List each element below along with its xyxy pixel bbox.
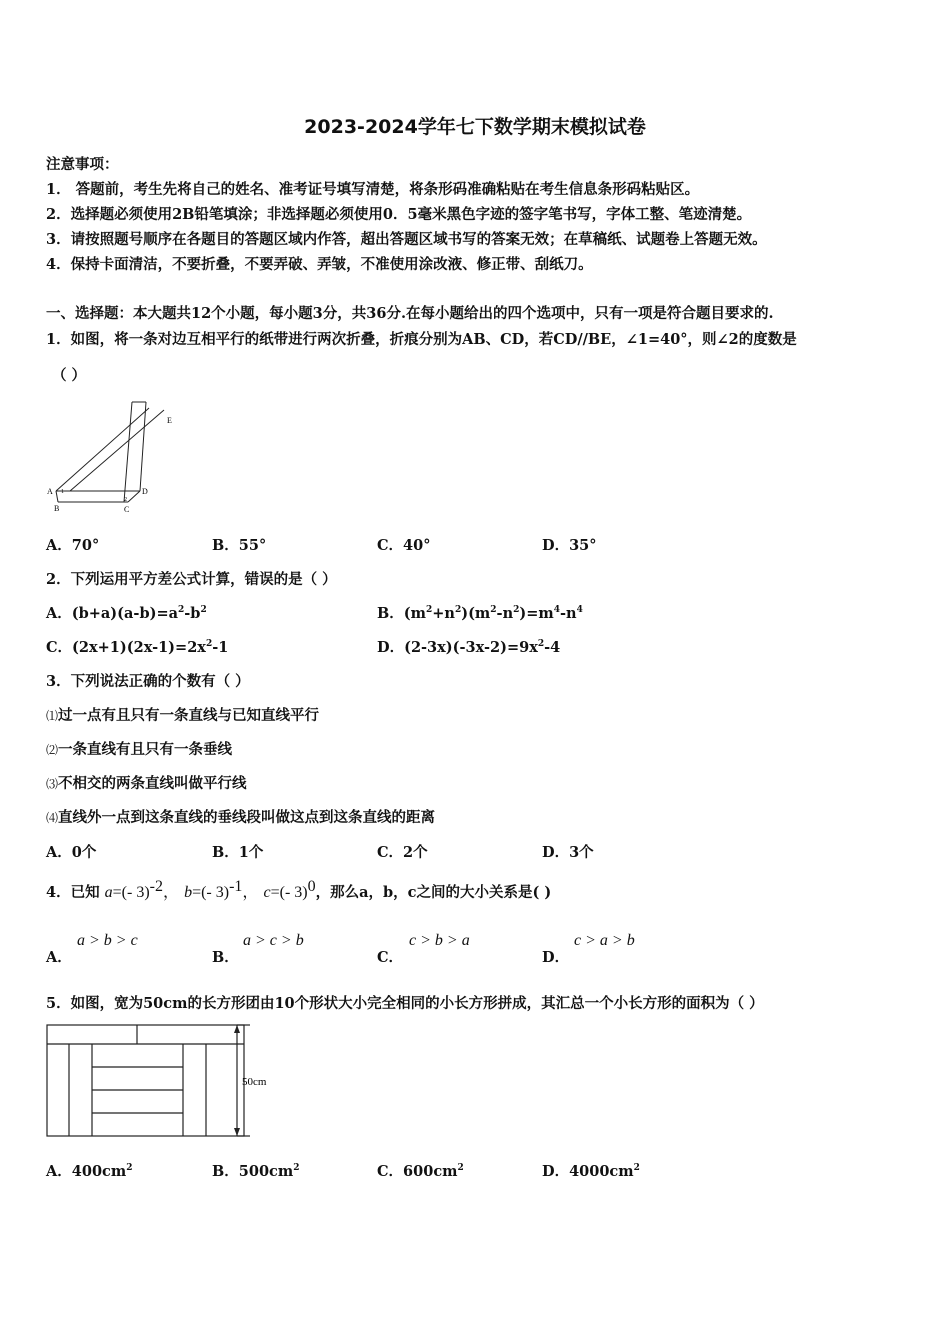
fold-cd <box>128 491 140 502</box>
q4-option-c-expr: c > b > a <box>409 932 470 949</box>
q1-option-c[interactable]: C．40° <box>377 537 431 554</box>
question-2-stem: 2．下列运用平方差公式计算，错误的是（ ） <box>46 571 337 588</box>
label-a: A <box>47 487 53 496</box>
question-5-stem: 5．如图，宽为50cm的长方形团由10个形状大小完全相同的小长方形拼成，其汇总一个小长方形的面积为（ ） <box>46 995 764 1012</box>
q3-option-b[interactable]: B．1个 <box>212 844 264 861</box>
q2-option-a[interactable]: A．$(b+a)(a-b)=a^2-b^2$ <box>46 605 207 622</box>
q4-option-a-expr: a > b > c <box>77 932 138 949</box>
label-d: D <box>142 487 148 496</box>
section-heading: 一、选择题：本大题共12个小题，每小题3分，共36分.在每小题给出的四个选项中，只有一项是符合题目要求的. <box>46 305 774 322</box>
q4-option-c[interactable]: C． <box>377 949 404 966</box>
dimension-arrow-down <box>234 1128 240 1136</box>
q3-statement: ⑴过一点有且只有一条直线与已知直线平行 <box>46 707 320 724</box>
q4-option-b[interactable]: B． <box>212 949 239 966</box>
page-title: 2023-2024学年七下数学期末模拟试卷 <box>304 116 646 138</box>
q4-option-a[interactable]: A． <box>46 949 72 966</box>
q5-option-d[interactable]: D．$4000cm^2$ <box>542 1163 640 1180</box>
q5-option-b[interactable]: B．$500cm^2$ <box>212 1163 300 1180</box>
q2-option-b[interactable]: B．$(m^2+n^2)(m^2-n^2)=m^4-n^4$ <box>377 605 583 622</box>
q3-statement: ⑶不相交的两条直线叫做平行线 <box>46 775 247 792</box>
fold-ab <box>56 491 58 502</box>
q2-option-c[interactable]: C．$(2x+1)(2x-1)=2x^2-1$ <box>46 639 229 656</box>
label-angle-1: 1 <box>61 489 64 495</box>
label-angle-2: 2 <box>124 497 127 503</box>
dimension-arrow-up <box>234 1025 240 1033</box>
question-5-figure <box>44 1022 284 1142</box>
dimension-label: 50cm <box>242 1076 267 1088</box>
q1-option-a[interactable]: A．70° <box>46 537 100 554</box>
label-b: B <box>54 504 60 513</box>
diagonal-strip-edge <box>70 410 164 491</box>
outer-rectangle <box>47 1025 244 1136</box>
q3-option-d[interactable]: D．3个 <box>542 844 594 861</box>
q4-option-d[interactable]: D． <box>542 949 570 966</box>
notice-item: 2．选择题必须使用2B铅笔填涂；非选择题必须使用0．5毫米黑色字迹的签字笔书写，字体工整、笔迹清楚。 <box>46 206 752 223</box>
notice-item: 3．请按照题号顺序在各题目的答题区域内作答，超出答题区域书写的答案无效；在草稿纸、试题卷上答题无效。 <box>46 231 767 248</box>
vertical-strip-edge <box>124 402 132 502</box>
question-1-paren: （ ） <box>52 367 87 384</box>
q1-option-d[interactable]: D．35° <box>542 537 597 554</box>
q2-option-d[interactable]: D．$(2-3x)(-3x-2)=9x^2-4$ <box>377 639 561 656</box>
diagonal-strip-edge <box>56 408 149 491</box>
q3-statement: ⑷直线外一点到这条直线的垂线段叫做这点到这条直线的距离 <box>46 809 436 826</box>
label-e: E <box>167 416 172 425</box>
notice-item: 4．保持卡面清洁，不要折叠，不要弄破、弄皱，不准使用涂改液、修正带、刮纸刀。 <box>46 256 593 273</box>
question-1-figure <box>44 398 184 518</box>
notice-item: 1． 答题前，考生先将自己的姓名、准考证号填写清楚，将条形码准确粘贴在考生信息条形码粘贴区。 <box>46 181 700 198</box>
q3-option-a[interactable]: A．0个 <box>46 844 97 861</box>
notice-heading: 注意事项： <box>46 156 119 173</box>
question-1-stem: 1．如图，将一条对边互相平行的纸带进行两次折叠，折痕分别为AB、CD，若CD//BE，∠1=40°，则∠2的度数是 <box>46 331 797 348</box>
q1-option-b[interactable]: B．55° <box>212 537 267 554</box>
q5-option-a[interactable]: A．$400cm^2$ <box>46 1163 133 1180</box>
question-3-stem: 3．下列说法正确的个数有（ ） <box>46 673 250 690</box>
q3-option-c[interactable]: C．2个 <box>377 844 428 861</box>
q3-statement: ⑵一条直线有且只有一条垂线 <box>46 741 233 758</box>
q4-option-d-expr: c > a > b <box>574 932 635 949</box>
q5-option-c[interactable]: C．$600cm^2$ <box>377 1163 464 1180</box>
q4-option-b-expr: a > c > b <box>243 932 304 949</box>
question-4-stem: 4．已知 a=(- 3)$^{-2}$， b=(- 3)$^{-1}$， c=(- 3)$^0$，那么a，b，c之间的大小关系是( ) <box>46 878 552 901</box>
label-c: C <box>124 505 130 514</box>
